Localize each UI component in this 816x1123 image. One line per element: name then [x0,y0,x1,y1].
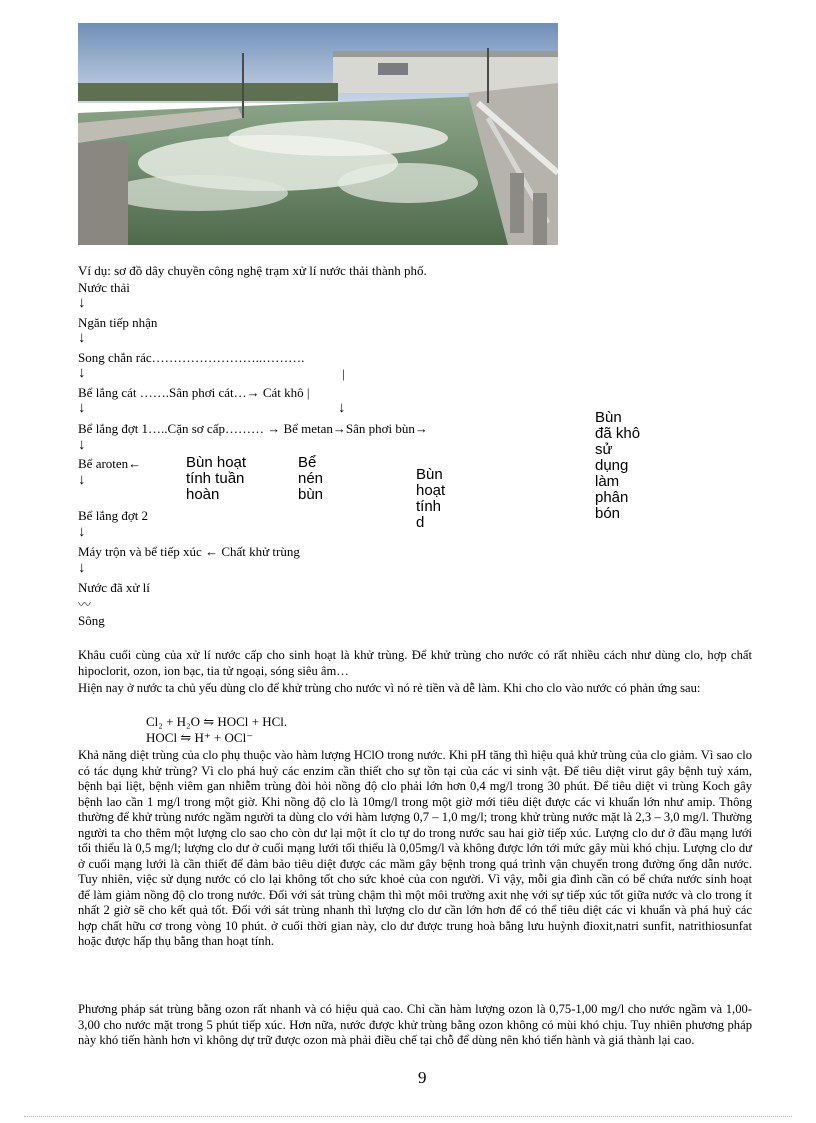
flow-step-nuoc-da-xu-li: Nước đã xử lí [78,580,150,595]
equation-2: HOCl ⇋ H⁺ + OCl⁻ [146,730,254,745]
flow-vertical-bar: | [342,366,345,381]
down-arrow-icon: ↓ [78,330,86,346]
label-bun-hoat-tinh-tuan-hoan: Bùn hoạt tính tuần hoàn [186,454,247,503]
flow-step-song-chan-rac: Song chắn rác……………………..………. [78,350,305,365]
flow-step-be-lang-dot-2: Bể lắng đợt 2 [78,508,149,523]
down-arrow-icon: ↓ [78,524,86,540]
flow-step-be-lang-dot-1: Bể lắng đợt 1…..Cặn sơ cấp……… → Bể metan→Sân phơi bùn→ [78,421,428,436]
paragraph-clo: Hiện nay ở nước ta chủ yếu dùng clo để khử trùng cho nước vì nó rẻ tiền và dễ làm. Khi cho clo vào nước có phản ứng sau: [78,681,701,695]
equation-1: Cl₂ + H₂O ⇋ HOCl + HCl. [146,714,288,729]
paragraph-hieu-qua-clo: Khả năng diệt trùng của clo phụ thuộc vào hàm lượng HClO trong nước. Khi pH tăng thì hiệu quả khử trùng của clo giảm. Vì sao clo có tác dụng khử trùng? Vì clo phá huỷ các enzim cần thiết cho sự tồn tại của các vi sinh vật. Để tiêu diệt virut gây bệnh tuỷ xám, bệnh bại liệt, bệnh viêm gan nhiễm trùng đòi hỏi nồng độ clo phải lớn hơn 0,4 mg/l trong 30 phút. Để tiêu diệt vi trùng Koch gây bệnh lao cần 1 mg/l trong một giờ. Khi nồng độ clo là 10mg/l trong một giờ mới tiêu diệt được các vi khuẩn lớn như amip. Thông thường để khử trùng nước ngầm người ta dùng clo với hàm lượng 0,7 – 1,0 mg/l; trong khử trùng nước mặt là 2,3 – 3,0 mg/l. Thường người ta cho thêm một lượng clo sao cho còn dư lại một ít clo tự do trong nước sau hai giờ tiếp xúc. Lượng clo dư ở đầu mạng lưới tối thiểu là 0,5 mg/l; lượng clo dư ở cuối mạng lưới tối thiểu là 0,05mg/l và không được lớn tới mức gây mùi khó chịu. Lượng clo dư ở cuối mạng lưới là cần thiết để đảm bảo tiêu diệt được các mầm gây bệnh trong quá trình vận chuyển trong đường ống dẫn nước. Tuy nhiên, việc sử dụng nước có clo lại không tốt cho sức khoẻ của con người. Vì vậy, mỗi gia đình cần có bể chứa nước sinh hoạt để làm giảm nồng độ clo trong nước. Đối với sát trùng chậm thì một môi trường axit nhẹ với sự tiếp xúc tốt giữa nước và clo trong ít nhất 2 giờ sẽ cho kết quả tốt. Đối với sát trùng nhanh thì lượng clo dư cần lớn hơn để có thể tiêu diệt các vi khuẩn và phá huỷ các hợp chất hữu cơ trong vòng 10 phút. ở cuối thời gian này, clo dư được trung hoà bằng lưu huỳnh đioxit,natri sunfit, natrithiosunfat hoặc được hấp thụ bằng than hoạt tính. [78,748,752,948]
wave-icon: 〰 [78,597,92,612]
down-arrow-icon: ↓ [78,365,86,381]
label-be-nen-bun: Bể nén bùn [298,454,324,503]
aeration-tank-photo [78,23,558,245]
down-arrow-icon: ↓ [78,560,86,576]
down-arrow-icon: ↓ [78,295,86,311]
flow-step-may-tron: Máy trộn và bể tiếp xúc ← Chất khử trùng [78,544,300,559]
flow-step-nuoc-thai: Nước thải [78,280,130,295]
flow-step-ngan-tiep-nhan: Ngăn tiếp nhận [78,315,158,330]
flow-step-be-aroten: Bể aroten← [78,456,142,471]
down-arrow-icon: ↓ [338,400,346,416]
paragraph-khu-trung: Khâu cuối cùng của xử lí nước cấp cho sinh hoạt là khử trùng. Để khử trùng cho nước có rất nhiều cách như dùng clo, hợp chất hipoclorit, ozon, ion bạc, tia tử ngoại, sóng siêu âm… [78,648,752,678]
down-arrow-icon: ↓ [78,400,86,416]
flow-step-be-lang-cat: Bể lắng cát …….Sân phơi cát…→ Cát khô | [78,385,310,400]
down-arrow-icon: ↓ [78,437,86,453]
flow-intro: Ví dụ: sơ đồ dây chuyền công nghệ trạm xử lí nước thải thành phố. [78,263,427,278]
paragraph-ozon: Phương pháp sát trùng bằng ozon rất nhanh và có hiệu quả cao. Chỉ cần hàm lượng ozon là 0,75-1,00 mg/l cho nước ngầm và 1,00-3,00 cho nước mặt trong 5 phút tiếp xúc. Hơn nữa, nước được khử trùng bằng ozon không có mùi khó chịu. Tuy nhiên phương pháp này khó tiến hành hơn vì không dự trữ được ozon mà phải điều chế tại chỗ để dùng nên khó tiến hành và giá thành lại cao. [78,1002,752,1047]
page-number: 9 [418,1068,427,1087]
flow-step-song: Sông [78,613,105,628]
label-bun-da-kho: Bùn đã khô sử dụng làm phân bón [595,409,641,522]
label-bun-hoat-tinh-d: Bùn hoạt tính d [416,466,446,531]
footer-divider [24,1116,792,1117]
down-arrow-icon: ↓ [78,472,86,488]
